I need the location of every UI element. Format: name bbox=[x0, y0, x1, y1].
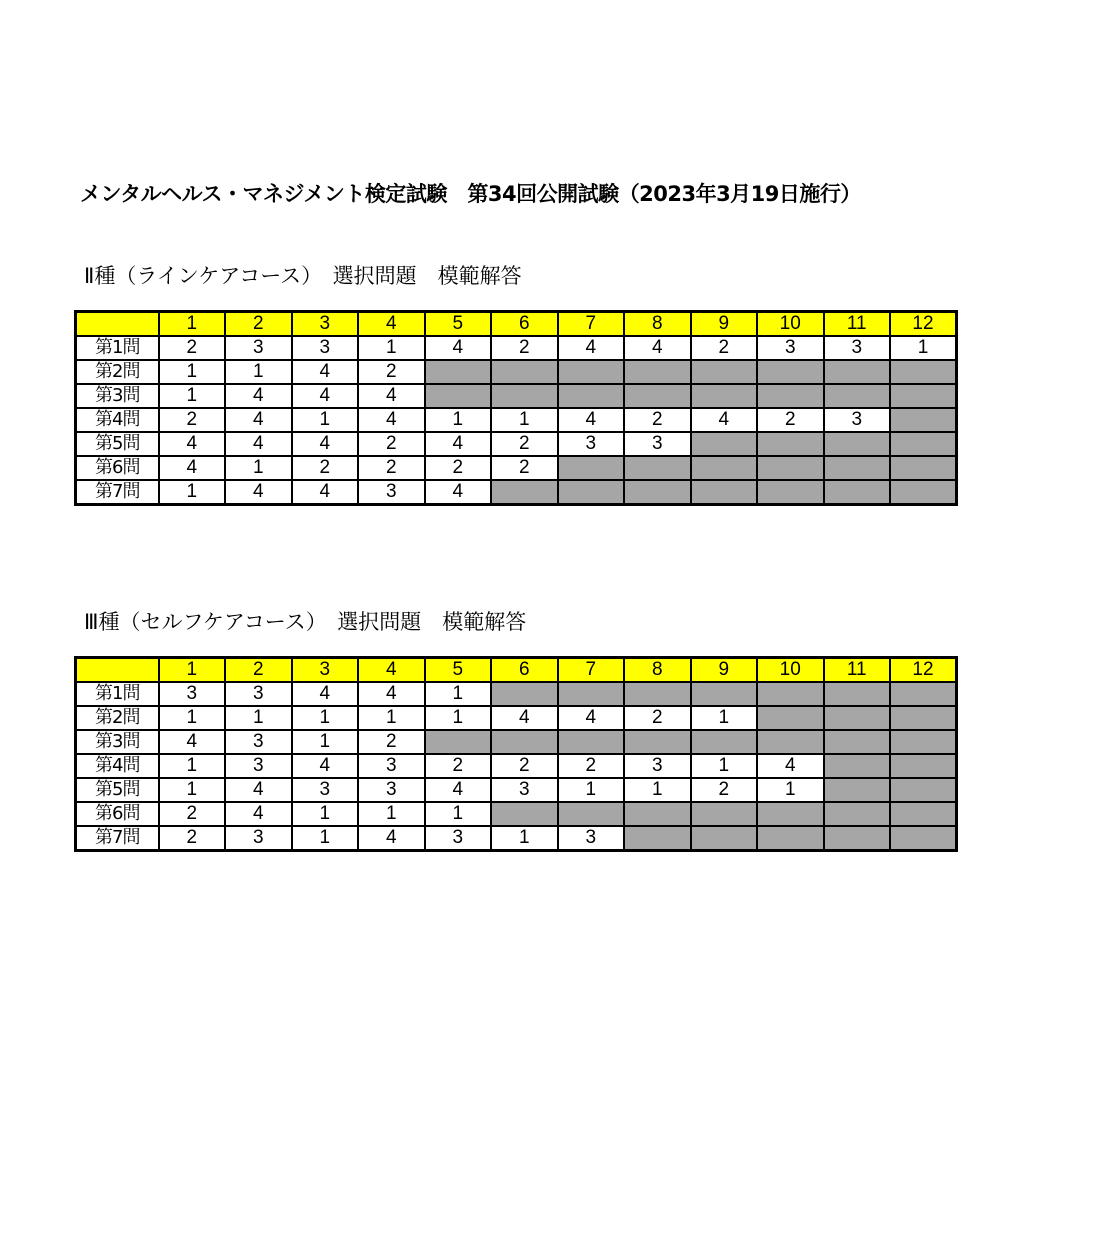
unused-cell bbox=[890, 730, 957, 754]
unused-cell bbox=[624, 384, 691, 408]
unused-cell bbox=[491, 384, 558, 408]
answer-cell: 4 bbox=[691, 408, 758, 432]
answer-cell: 1 bbox=[491, 408, 558, 432]
unused-cell bbox=[757, 802, 824, 826]
column-number-cell: 2 bbox=[225, 312, 292, 337]
answer-cell: 3 bbox=[159, 682, 226, 706]
answer-cell: 4 bbox=[292, 360, 359, 384]
unused-cell bbox=[890, 682, 957, 706]
column-number-cell: 3 bbox=[292, 658, 359, 683]
unused-cell bbox=[757, 432, 824, 456]
header-row bbox=[76, 312, 957, 337]
question-label-cell: 第7問 bbox=[76, 826, 159, 851]
answer-cell: 4 bbox=[425, 336, 492, 360]
answer-cell: 3 bbox=[558, 826, 625, 851]
answer-table-type2 bbox=[74, 310, 958, 506]
table-row bbox=[76, 360, 957, 384]
column-number-cell: 6 bbox=[491, 658, 558, 683]
page-title: メンタルヘルス・マネジメント検定試験 第34回公開試験（2023年3月19日施行） bbox=[80, 182, 861, 206]
answer-cell: 1 bbox=[292, 826, 359, 851]
column-number-cell: 1 bbox=[159, 312, 226, 337]
answer-cell: 3 bbox=[225, 754, 292, 778]
answer-cell: 3 bbox=[491, 778, 558, 802]
answer-cell: 1 bbox=[558, 778, 625, 802]
unused-cell bbox=[890, 706, 957, 730]
answer-cell: 4 bbox=[292, 432, 359, 456]
column-number-cell: 4 bbox=[358, 312, 425, 337]
unused-cell bbox=[824, 754, 891, 778]
answer-cell: 1 bbox=[159, 360, 226, 384]
answer-cell: 2 bbox=[159, 826, 226, 851]
unused-cell bbox=[890, 384, 957, 408]
table-row bbox=[76, 336, 957, 360]
unused-cell bbox=[890, 408, 957, 432]
answer-cell: 4 bbox=[292, 754, 359, 778]
answer-cell: 1 bbox=[159, 706, 226, 730]
header-row bbox=[76, 658, 957, 683]
unused-cell bbox=[890, 754, 957, 778]
answer-cell: 3 bbox=[225, 336, 292, 360]
unused-cell bbox=[425, 730, 492, 754]
unused-cell bbox=[491, 730, 558, 754]
unused-cell bbox=[558, 682, 625, 706]
answer-cell: 1 bbox=[691, 706, 758, 730]
column-number-cell: 12 bbox=[890, 658, 957, 683]
column-number-cell: 1 bbox=[159, 658, 226, 683]
answer-cell: 1 bbox=[425, 706, 492, 730]
answer-cell: 3 bbox=[225, 826, 292, 851]
answer-cell: 1 bbox=[292, 706, 359, 730]
unused-cell bbox=[757, 826, 824, 851]
answer-cell: 3 bbox=[292, 778, 359, 802]
unused-cell bbox=[691, 730, 758, 754]
answer-cell: 1 bbox=[292, 730, 359, 754]
column-number-cell: 5 bbox=[425, 658, 492, 683]
unused-cell bbox=[558, 802, 625, 826]
question-label-cell: 第3問 bbox=[76, 730, 159, 754]
answer-cell: 4 bbox=[292, 682, 359, 706]
unused-cell bbox=[890, 778, 957, 802]
unused-cell bbox=[691, 456, 758, 480]
unused-cell bbox=[890, 360, 957, 384]
table-row bbox=[76, 480, 957, 505]
table-row bbox=[76, 456, 957, 480]
answer-cell: 4 bbox=[358, 408, 425, 432]
unused-cell bbox=[757, 480, 824, 505]
question-label-cell: 第4問 bbox=[76, 408, 159, 432]
unused-cell bbox=[691, 480, 758, 505]
unused-cell bbox=[558, 456, 625, 480]
question-label-cell: 第7問 bbox=[76, 480, 159, 505]
answer-cell: 1 bbox=[691, 754, 758, 778]
answer-cell: 1 bbox=[358, 802, 425, 826]
answer-cell: 2 bbox=[358, 730, 425, 754]
column-number-cell: 8 bbox=[624, 658, 691, 683]
answer-cell: 2 bbox=[159, 336, 226, 360]
table-row bbox=[76, 754, 957, 778]
unused-cell bbox=[757, 360, 824, 384]
question-label-cell: 第6問 bbox=[76, 802, 159, 826]
answer-cell: 4 bbox=[558, 336, 625, 360]
unused-cell bbox=[558, 480, 625, 505]
unused-cell bbox=[890, 802, 957, 826]
unused-cell bbox=[491, 480, 558, 505]
answer-cell: 3 bbox=[757, 336, 824, 360]
unused-cell bbox=[824, 730, 891, 754]
answer-cell: 1 bbox=[159, 384, 226, 408]
answer-table-type3 bbox=[74, 656, 958, 852]
answer-cell: 4 bbox=[425, 480, 492, 505]
answer-cell: 2 bbox=[292, 456, 359, 480]
answer-cell: 1 bbox=[159, 480, 226, 505]
unused-cell bbox=[691, 432, 758, 456]
answer-cell: 3 bbox=[824, 336, 891, 360]
column-number-cell: 12 bbox=[890, 312, 957, 337]
question-label-cell: 第2問 bbox=[76, 706, 159, 730]
answer-cell: 1 bbox=[225, 456, 292, 480]
answer-cell: 3 bbox=[292, 336, 359, 360]
unused-cell bbox=[824, 682, 891, 706]
table-row bbox=[76, 730, 957, 754]
answer-cell: 2 bbox=[558, 754, 625, 778]
answer-cell: 3 bbox=[425, 826, 492, 851]
column-number-cell: 10 bbox=[757, 658, 824, 683]
answer-cell: 2 bbox=[491, 336, 558, 360]
answer-cell: 2 bbox=[159, 408, 226, 432]
unused-cell bbox=[425, 384, 492, 408]
answer-cell: 4 bbox=[425, 432, 492, 456]
table-row bbox=[76, 408, 957, 432]
unused-cell bbox=[890, 456, 957, 480]
question-label-cell: 第3問 bbox=[76, 384, 159, 408]
answer-cell: 4 bbox=[358, 826, 425, 851]
answer-cell: 2 bbox=[159, 802, 226, 826]
unused-cell bbox=[824, 480, 891, 505]
answer-cell: 4 bbox=[159, 456, 226, 480]
answer-cell: 1 bbox=[292, 802, 359, 826]
answer-cell: 4 bbox=[225, 778, 292, 802]
table-row bbox=[76, 682, 957, 706]
unused-cell bbox=[624, 826, 691, 851]
answer-cell: 2 bbox=[624, 706, 691, 730]
unused-cell bbox=[824, 456, 891, 480]
table-row bbox=[76, 432, 957, 456]
column-number-cell: 4 bbox=[358, 658, 425, 683]
answer-cell: 1 bbox=[159, 778, 226, 802]
unused-cell bbox=[757, 682, 824, 706]
answer-cell: 3 bbox=[225, 730, 292, 754]
section-title-type3: Ⅲ種（セルフケアコース） 選択問題 模範解答 bbox=[84, 610, 527, 634]
table-row bbox=[76, 384, 957, 408]
unused-cell bbox=[558, 384, 625, 408]
answer-cell: 2 bbox=[691, 778, 758, 802]
answer-cell: 2 bbox=[491, 754, 558, 778]
answer-cell: 4 bbox=[491, 706, 558, 730]
column-number-cell: 3 bbox=[292, 312, 359, 337]
question-label-cell: 第5問 bbox=[76, 778, 159, 802]
answer-cell: 2 bbox=[358, 456, 425, 480]
answer-cell: 1 bbox=[890, 336, 957, 360]
answer-cell: 1 bbox=[292, 408, 359, 432]
answer-cell: 4 bbox=[624, 336, 691, 360]
answer-cell: 3 bbox=[358, 754, 425, 778]
answer-cell: 4 bbox=[358, 384, 425, 408]
answer-cell: 3 bbox=[624, 754, 691, 778]
column-number-cell: 7 bbox=[558, 658, 625, 683]
answer-cell: 4 bbox=[225, 802, 292, 826]
unused-cell bbox=[624, 360, 691, 384]
unused-cell bbox=[691, 826, 758, 851]
answer-cell: 4 bbox=[225, 384, 292, 408]
answer-cell: 3 bbox=[558, 432, 625, 456]
table-row bbox=[76, 802, 957, 826]
answer-cell: 3 bbox=[225, 682, 292, 706]
unused-cell bbox=[824, 360, 891, 384]
column-number-cell: 10 bbox=[757, 312, 824, 337]
answer-cell: 1 bbox=[425, 408, 492, 432]
unused-cell bbox=[890, 432, 957, 456]
answer-cell: 4 bbox=[292, 480, 359, 505]
section-title-type2: Ⅱ種（ラインケアコース） 選択問題 模範解答 bbox=[84, 264, 522, 288]
column-number-cell: 7 bbox=[558, 312, 625, 337]
answer-cell: 1 bbox=[425, 682, 492, 706]
answer-cell: 1 bbox=[358, 706, 425, 730]
unused-cell bbox=[624, 802, 691, 826]
answer-cell: 4 bbox=[225, 480, 292, 505]
column-number-cell: 8 bbox=[624, 312, 691, 337]
table-row bbox=[76, 778, 957, 802]
question-label-cell: 第4問 bbox=[76, 754, 159, 778]
unused-cell bbox=[824, 432, 891, 456]
unused-cell bbox=[691, 682, 758, 706]
unused-cell bbox=[491, 360, 558, 384]
answer-cell: 1 bbox=[491, 826, 558, 851]
table-row bbox=[76, 826, 957, 851]
unused-cell bbox=[624, 480, 691, 505]
header-corner-cell bbox=[76, 658, 159, 683]
unused-cell bbox=[890, 480, 957, 505]
answer-cell: 4 bbox=[757, 754, 824, 778]
unused-cell bbox=[691, 802, 758, 826]
answer-cell: 2 bbox=[358, 360, 425, 384]
answer-cell: 1 bbox=[358, 336, 425, 360]
column-number-cell: 5 bbox=[425, 312, 492, 337]
unused-cell bbox=[624, 456, 691, 480]
answer-cell: 2 bbox=[624, 408, 691, 432]
column-number-cell: 11 bbox=[824, 658, 891, 683]
unused-cell bbox=[824, 802, 891, 826]
question-label-cell: 第1問 bbox=[76, 682, 159, 706]
unused-cell bbox=[824, 706, 891, 730]
answer-cell: 2 bbox=[757, 408, 824, 432]
unused-cell bbox=[757, 456, 824, 480]
column-number-cell: 9 bbox=[691, 658, 758, 683]
header-corner-cell bbox=[76, 312, 159, 337]
answer-cell: 3 bbox=[624, 432, 691, 456]
unused-cell bbox=[824, 778, 891, 802]
answer-cell: 2 bbox=[691, 336, 758, 360]
answer-cell: 2 bbox=[358, 432, 425, 456]
column-number-cell: 2 bbox=[225, 658, 292, 683]
column-number-cell: 6 bbox=[491, 312, 558, 337]
answer-cell: 2 bbox=[491, 456, 558, 480]
answer-cell: 4 bbox=[159, 730, 226, 754]
unused-cell bbox=[624, 730, 691, 754]
answer-cell: 4 bbox=[425, 778, 492, 802]
unused-cell bbox=[691, 360, 758, 384]
table-row bbox=[76, 706, 957, 730]
answer-cell: 3 bbox=[358, 480, 425, 505]
unused-cell bbox=[824, 384, 891, 408]
unused-cell bbox=[757, 384, 824, 408]
question-label-cell: 第2問 bbox=[76, 360, 159, 384]
answer-cell: 4 bbox=[225, 432, 292, 456]
answer-cell: 4 bbox=[558, 408, 625, 432]
unused-cell bbox=[757, 730, 824, 754]
unused-cell bbox=[558, 730, 625, 754]
answer-cell: 1 bbox=[425, 802, 492, 826]
answer-cell: 2 bbox=[425, 456, 492, 480]
unused-cell bbox=[491, 682, 558, 706]
answer-cell: 2 bbox=[491, 432, 558, 456]
answer-cell: 4 bbox=[358, 682, 425, 706]
unused-cell bbox=[491, 802, 558, 826]
answer-cell: 4 bbox=[558, 706, 625, 730]
answer-cell: 1 bbox=[225, 706, 292, 730]
unused-cell bbox=[558, 360, 625, 384]
unused-cell bbox=[757, 706, 824, 730]
answer-cell: 4 bbox=[292, 384, 359, 408]
question-label-cell: 第1問 bbox=[76, 336, 159, 360]
answer-cell: 3 bbox=[824, 408, 891, 432]
answer-cell: 1 bbox=[159, 754, 226, 778]
answer-cell: 4 bbox=[159, 432, 226, 456]
unused-cell bbox=[824, 826, 891, 851]
answer-cell: 1 bbox=[225, 360, 292, 384]
question-label-cell: 第5問 bbox=[76, 432, 159, 456]
unused-cell bbox=[425, 360, 492, 384]
column-number-cell: 9 bbox=[691, 312, 758, 337]
answer-cell: 3 bbox=[358, 778, 425, 802]
answer-cell: 1 bbox=[624, 778, 691, 802]
unused-cell bbox=[624, 682, 691, 706]
column-number-cell: 11 bbox=[824, 312, 891, 337]
answer-cell: 1 bbox=[757, 778, 824, 802]
answer-cell: 4 bbox=[225, 408, 292, 432]
unused-cell bbox=[890, 826, 957, 851]
question-label-cell: 第6問 bbox=[76, 456, 159, 480]
answer-cell: 2 bbox=[425, 754, 492, 778]
unused-cell bbox=[691, 384, 758, 408]
